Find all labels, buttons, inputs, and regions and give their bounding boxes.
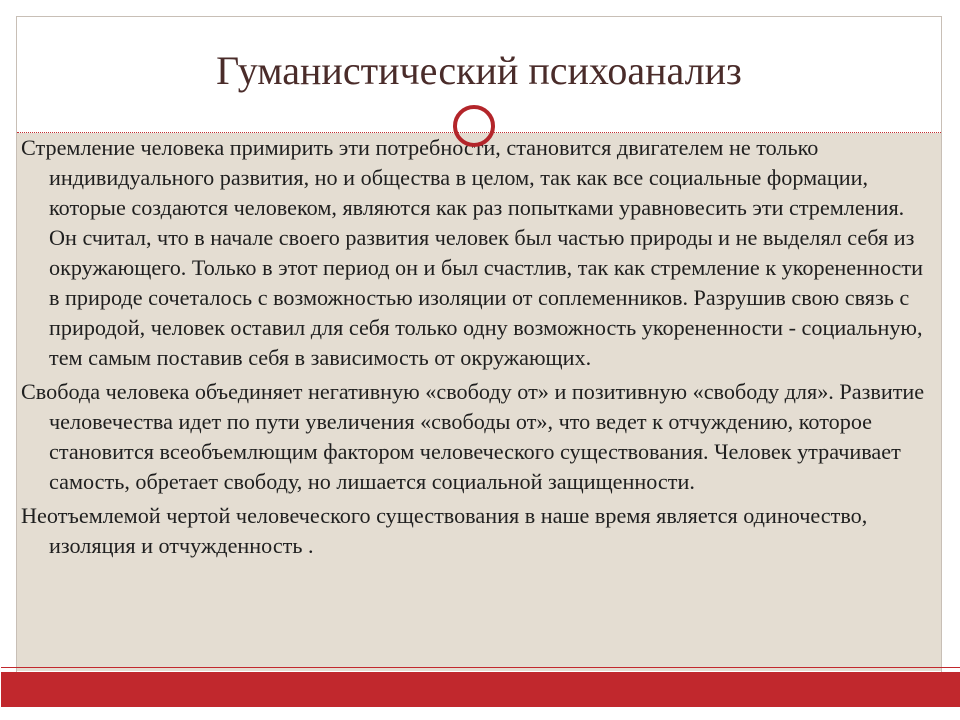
ring-ornament-icon	[453, 105, 495, 147]
paragraph-list	[21, 133, 931, 561]
slide-title: Гуманистический психоанализ	[216, 48, 742, 93]
paragraph-1: Стремление человека примирить эти потребности, становится двигателем не только индивидуального развития, но и общества в целом, так как все социальные формации, которые создаются человеком, являются как раз попытками уравновесить эти стремления. Он считал, что в начале своего развития человек был частью природы и не выделял себя из окружающего. Только в этот период он и был счастлив, так как стремление к укорененности в природе сочеталось с возможностью изоляции от соплеменников. Разрушив свою связь с природой, человек оставил для себя только одну возможность укорененности - социальную, тем самым поставив себя в зависимость от окружающих.	[21, 135, 923, 370]
footer-line	[1, 667, 960, 668]
paragraph-3: Неотъемлемой чертой человеческого существования в наше время является одиночество, изоляция и отчужденность .	[21, 503, 868, 558]
paragraph-2: Свобода человека объединяет негативную «свободу от» и позитивную «свободу для». Развитие человечества идет по пути увеличения «свободы от», что ведет к отчуждению, которое становится всеобъемлющим фактором человеческого существования. Человек утрачивает самость, обретает свободу, но лишается социальной защищенности.	[21, 379, 925, 494]
footer-band	[1, 672, 960, 707]
content-area	[17, 133, 941, 671]
